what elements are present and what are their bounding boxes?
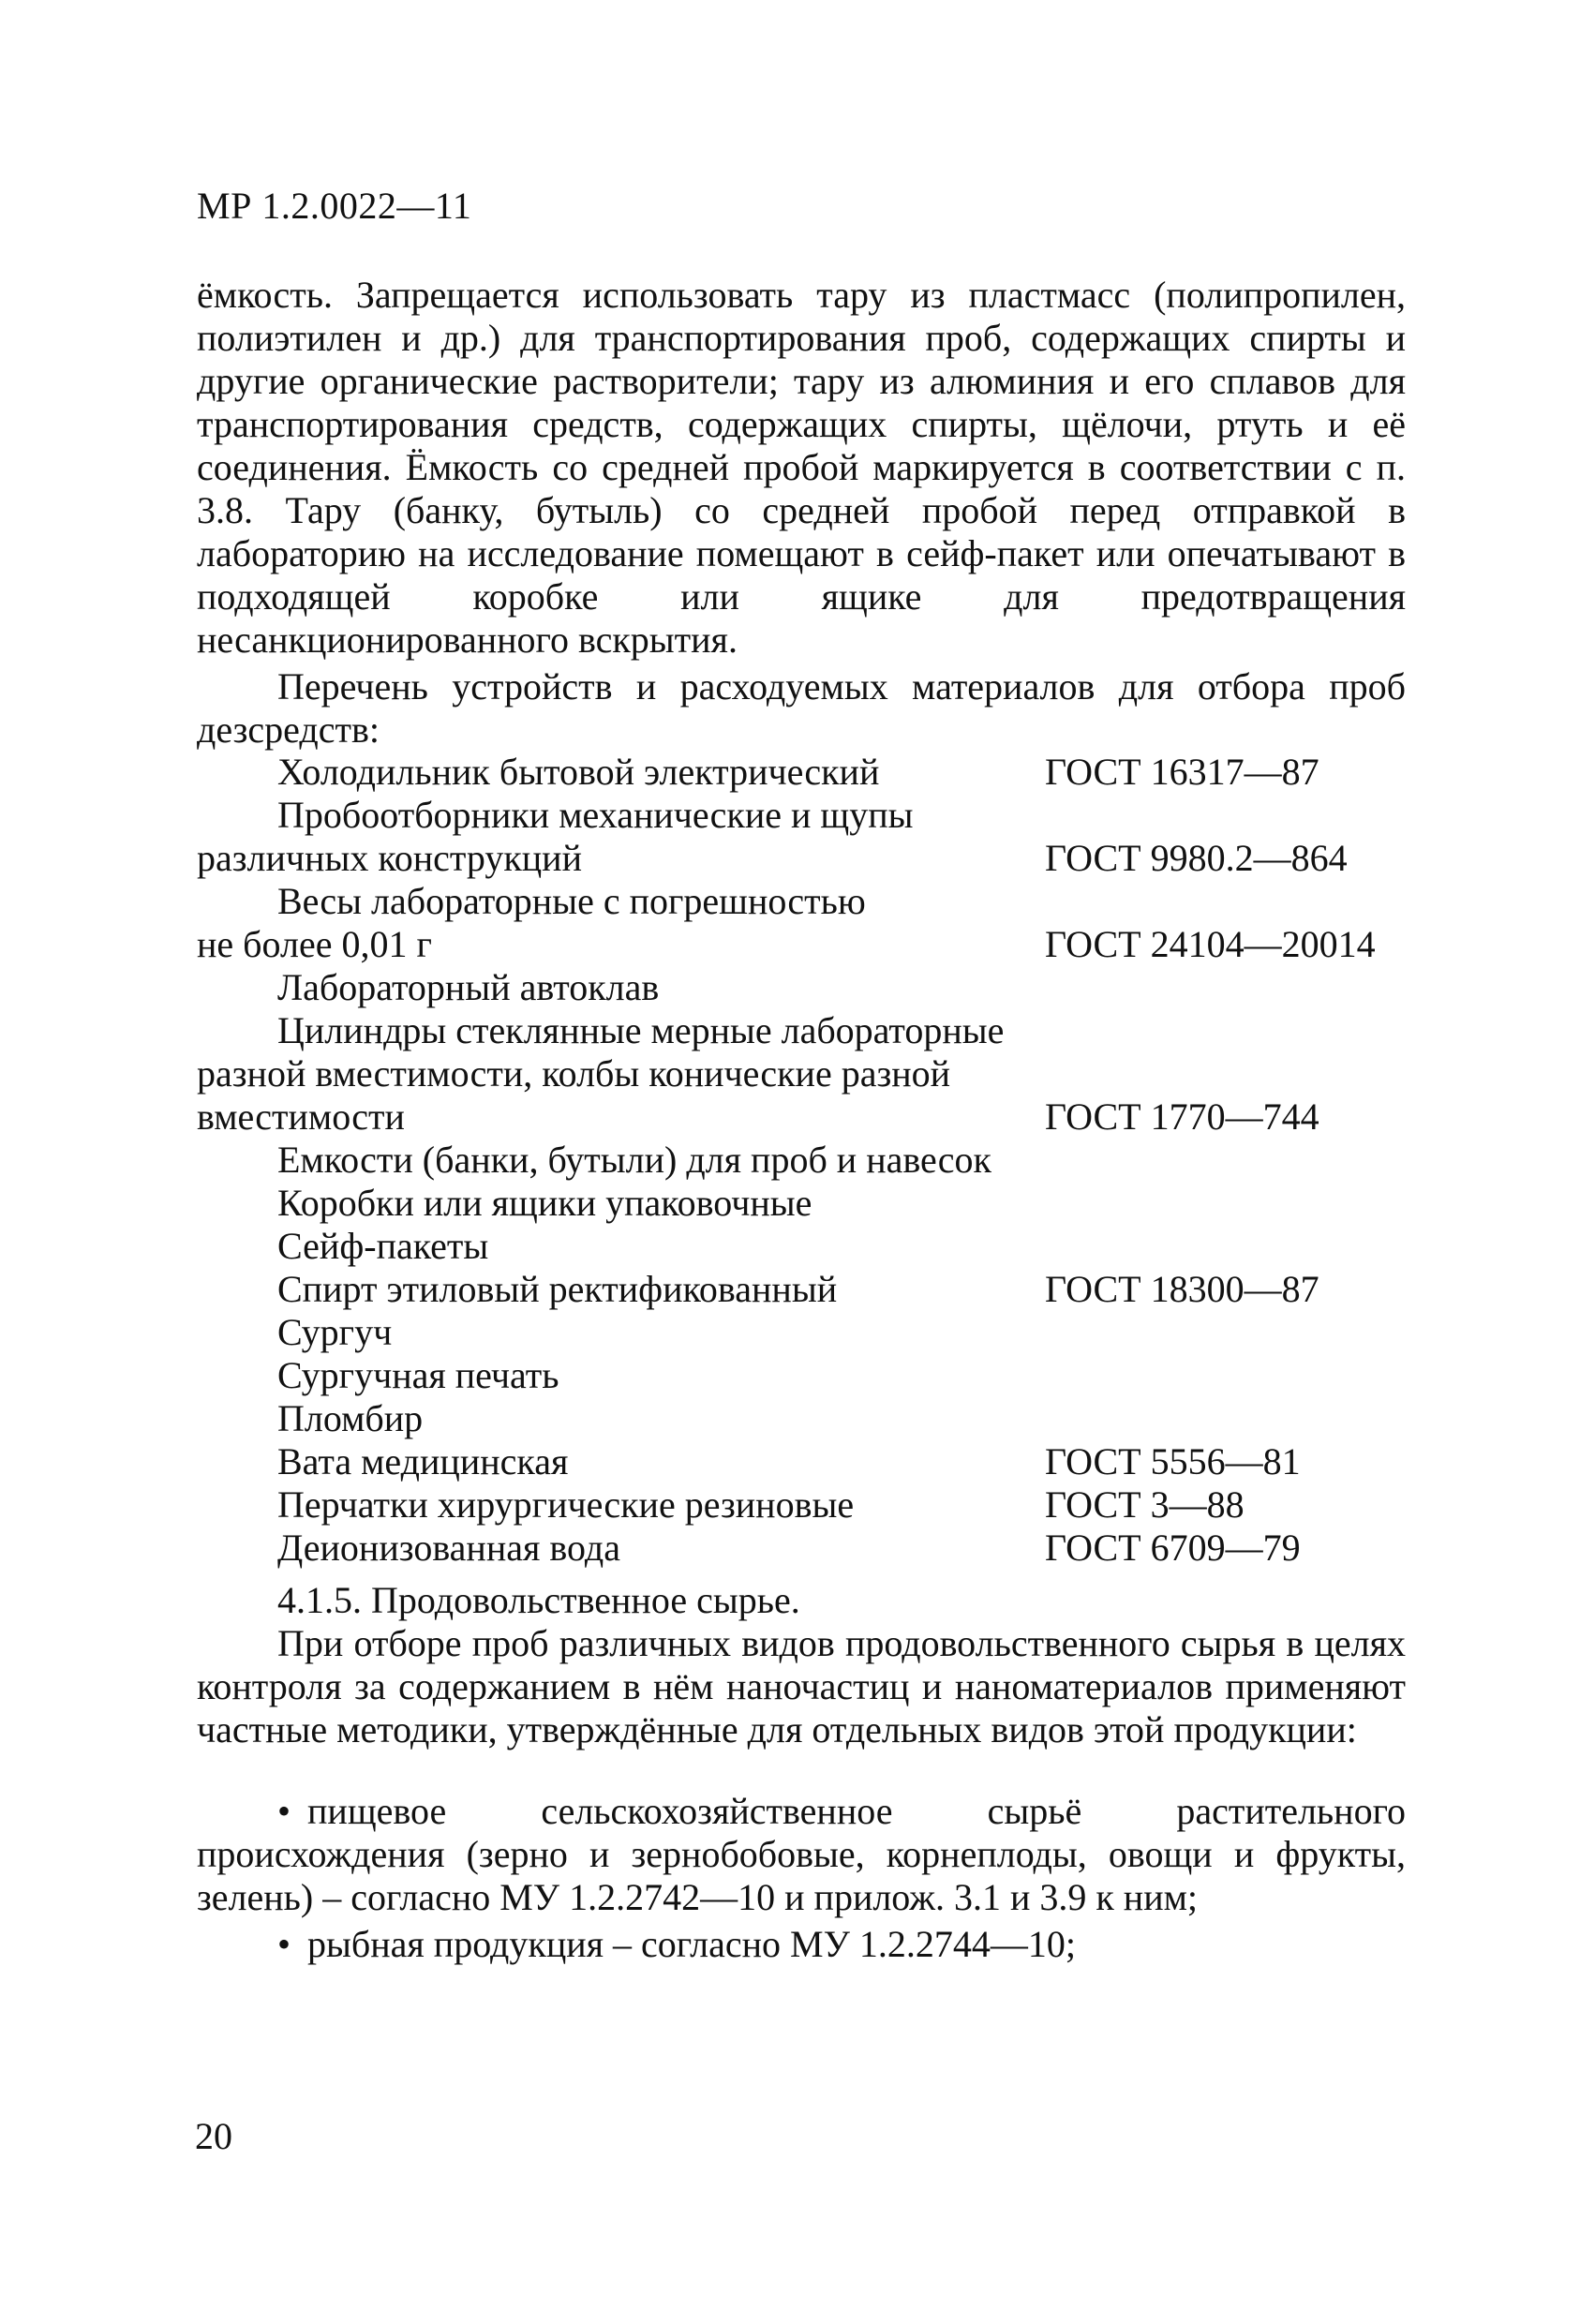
table-row (197, 1095, 1434, 1138)
equipment-name: Холодильник бытовой электрический (277, 751, 880, 793)
equipment-name: вместимости (197, 1095, 405, 1138)
table-row (197, 1310, 1434, 1353)
equipment-name: Спирт этиловый ректификованный (277, 1268, 838, 1310)
equipment-name: Коробки или ящики упаковочные (277, 1182, 812, 1224)
table-row (197, 836, 1434, 879)
equipment-name: Деионизованная вода (277, 1527, 620, 1569)
page-number: 20 (195, 2115, 232, 2157)
bullet-list (197, 1790, 1406, 1970)
bullet-text: рыбная продукция – согласно МУ 1.2.2744—10; (307, 1923, 1077, 1965)
equipment-name: не более 0,01 г (197, 923, 432, 965)
equipment-name: Весы лабораторные с погрешностью (277, 880, 866, 922)
section-food-raw-materials (197, 1579, 1406, 1751)
table-row (197, 1267, 1434, 1310)
table-row (197, 965, 1434, 1008)
equipment-name: Пломбир (277, 1397, 424, 1439)
table-row (197, 793, 1434, 836)
table-row (197, 1396, 1434, 1439)
equipment-standard: ГОСТ 3—88 (1045, 1483, 1245, 1526)
section-paragraph: При отборе проб различных видов продовольственного сырья в целях контроля за содержанием в нём наночастиц и наноматериалов применяют частные методики, утверждённые для отдельных видов этой продукции: (197, 1622, 1406, 1750)
equipment-name: Перчатки хирургические резиновые (277, 1483, 855, 1526)
table-row (197, 1181, 1434, 1224)
equipment-list-intro-block (197, 665, 1406, 752)
equipment-list (197, 750, 1434, 1569)
table-row (197, 1482, 1434, 1526)
list-item (197, 1923, 1406, 1966)
section-heading: 4.1.5. Продовольственное сырье. (277, 1579, 800, 1621)
table-row (197, 879, 1434, 922)
equipment-standard: ГОСТ 24104—20014 (1045, 923, 1376, 965)
equipment-standard: ГОСТ 18300—87 (1045, 1268, 1319, 1310)
list-item (197, 1790, 1406, 1919)
equipment-standard: ГОСТ 6709—79 (1045, 1527, 1301, 1569)
bullet-icon: • (277, 1923, 291, 1965)
equipment-name: разной вместимости, колбы конические разной (197, 1052, 951, 1095)
equipment-standard: ГОСТ 1770—744 (1045, 1095, 1319, 1138)
bullet-text: пищевое сельскохозяйственное сырьё растительного происхождения (зерно и зернобобовые, корнеплоды, овощи и фрукты, зелень) – согласно МУ 1.2.2742—10 и прилож. 3.1 и 3.9 к ним; (197, 1790, 1406, 1918)
document-code-header: МР 1.2.0022—11 (197, 185, 472, 227)
intro-paragraph-block (197, 274, 1406, 662)
equipment-name: Вата медицинская (277, 1440, 569, 1482)
table-row (197, 922, 1434, 965)
table-row (197, 1138, 1434, 1181)
equipment-name: различных конструкций (197, 837, 582, 879)
equipment-standard: ГОСТ 9980.2—864 (1045, 837, 1348, 879)
table-row (197, 1353, 1434, 1396)
equipment-name: Сургуч (277, 1311, 393, 1353)
equipment-name: Сейф-пакеты (277, 1225, 489, 1267)
equipment-standard: ГОСТ 5556—81 (1045, 1440, 1301, 1482)
table-row (197, 1439, 1434, 1482)
equipment-name: Цилиндры стеклянные мерные лабораторные (277, 1009, 1005, 1051)
table-row (197, 1224, 1434, 1267)
intro-paragraph: ёмкость. Запрещается использовать тару из пластмасс (полипропилен, полиэтилен и др.) для транспортирования проб, содержащих спирты и другие органические растворители; тару из алюминия и его сплавов для транспортирования средств, содержащих спирты, щёлочи, ртуть и её соединения. Ёмкость со средней пробой маркируется в соответствии с п. 3.8. Тару (банку, бутыль) со средней пробой перед отправкой в лабораторию на исследование помещают в сейф-пакет или опечатывают в подходящей коробке или ящике для предотвращения несанкционированного вскрытия. (197, 274, 1406, 661)
equipment-name: Сургучная печать (277, 1354, 559, 1396)
bullet-icon: • (277, 1790, 291, 1832)
equipment-name: Емкости (банки, бутыли) для проб и навесок (277, 1139, 991, 1181)
table-row (197, 750, 1434, 793)
equipment-standard: ГОСТ 16317—87 (1045, 751, 1319, 793)
table-row (197, 1008, 1434, 1051)
table-row (197, 1051, 1434, 1095)
equipment-list-intro: Перечень устройств и расходуемых материалов для отбора проб дезсредств: (197, 665, 1406, 751)
equipment-name: Пробоотборники механические и щупы (277, 794, 914, 836)
equipment-name: Лабораторный автоклав (277, 966, 660, 1008)
table-row (197, 1526, 1434, 1569)
